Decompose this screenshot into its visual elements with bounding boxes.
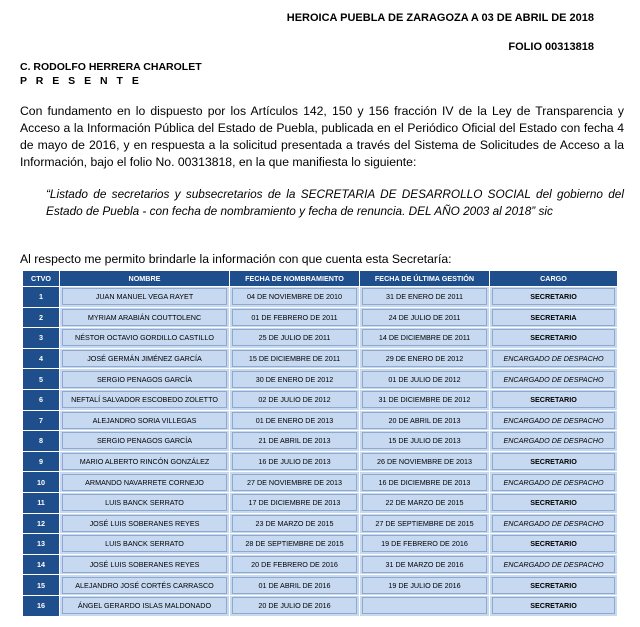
- row-number: 11: [37, 498, 45, 508]
- row-fecha-gestion-cell: [360, 287, 490, 308]
- header-ctvo: CTVO: [23, 271, 60, 287]
- row-fecha-gestion-cell: [360, 348, 490, 369]
- row-number-cell: [23, 513, 60, 534]
- row-nombre-cell: [60, 595, 230, 616]
- row-nombre: JOSÉ LUIS SOBERANES REYES: [62, 556, 227, 573]
- row-nombre: ÁNGEL GERARDO ISLAS MALDONADO: [62, 597, 227, 614]
- row-fecha-gestion-cell: [360, 534, 490, 555]
- row-cargo: ENCARGADO DE DESPACHO: [492, 371, 615, 388]
- row-nombre-cell: [60, 451, 230, 472]
- row-cargo-cell: [490, 369, 618, 390]
- row-fecha-gestion: 15 DE JULIO DE 2013: [362, 432, 487, 449]
- folio-number: FOLIO 00313818: [508, 41, 594, 53]
- row-fecha-nombramiento-cell: [230, 389, 360, 410]
- row-cargo: SECRETARIO: [492, 494, 615, 511]
- table-row: [23, 431, 618, 452]
- row-number: 1: [39, 292, 43, 302]
- row-fecha-gestion: 19 DE FEBRERO DE 2016: [362, 535, 487, 552]
- row-fecha-gestion: 31 DE ENERO DE 2011: [362, 288, 487, 305]
- row-fecha-nombramiento: 27 DE NOVIEMBRE DE 2013: [232, 474, 357, 491]
- row-nombre-cell: [60, 287, 230, 308]
- row-cargo-cell: [490, 328, 618, 349]
- row-fecha-gestion-cell: [360, 431, 490, 452]
- row-cargo: ENCARGADO DE DESPACHO: [492, 556, 615, 573]
- row-nombre-cell: [60, 554, 230, 575]
- row-nombre: MARIO ALBERTO RINCÓN GONZÁLEZ: [62, 453, 227, 470]
- row-cargo: ENCARGADO DE DESPACHO: [492, 432, 615, 449]
- row-fecha-gestion-cell: [360, 328, 490, 349]
- row-fecha-gestion-cell: [360, 369, 490, 390]
- row-number: 15: [37, 580, 45, 590]
- row-fecha-gestion-cell: [360, 554, 490, 575]
- row-cargo: SECRETARIO: [492, 329, 615, 346]
- row-fecha-nombramiento: 25 DE JULIO DE 2011: [232, 329, 357, 346]
- row-cargo-cell: [490, 287, 618, 308]
- row-fecha-gestion: 22 DE MARZO DE 2015: [362, 494, 487, 511]
- row-fecha-nombramiento-cell: [230, 534, 360, 555]
- row-cargo: ENCARGADO DE DESPACHO: [492, 350, 615, 367]
- row-fecha-nombramiento: 23 DE MARZO DE 2015: [232, 515, 357, 532]
- row-fecha-nombramiento-cell: [230, 348, 360, 369]
- row-nombre: JOSÉ LUIS SOBERANES REYES: [62, 515, 227, 532]
- row-fecha-nombramiento-cell: [230, 287, 360, 308]
- row-nombre-cell: [60, 492, 230, 513]
- row-nombre: JUAN MANUEL VEGA RAYET: [62, 288, 227, 305]
- row-cargo: SECRETARIO: [492, 391, 615, 408]
- row-cargo: ENCARGADO DE DESPACHO: [492, 412, 615, 429]
- row-fecha-nombramiento: 01 DE FEBRERO DE 2011: [232, 309, 357, 326]
- row-number-cell: [23, 534, 60, 555]
- row-nombre-cell: [60, 369, 230, 390]
- row-fecha-nombramiento-cell: [230, 575, 360, 596]
- row-cargo-cell: [490, 534, 618, 555]
- row-fecha-gestion: [362, 597, 487, 614]
- row-fecha-gestion-cell: [360, 595, 490, 616]
- row-fecha-gestion: 31 DE DICIEMBRE DE 2012: [362, 391, 487, 408]
- row-fecha-nombramiento: 17 DE DICIEMBRE DE 2013: [232, 494, 357, 511]
- row-number-cell: [23, 369, 60, 390]
- row-cargo: SECRETARIO: [492, 597, 615, 614]
- table-intro: Al respecto me permito brindarle la información con que cuenta esta Secretaría:: [20, 252, 452, 266]
- row-cargo-cell: [490, 410, 618, 431]
- row-nombre: JOSÉ GERMÁN JIMÉNEZ GARCÍA: [62, 350, 227, 367]
- table-row: [23, 451, 618, 472]
- row-nombre: ARMANDO NAVARRETE CORNEJO: [62, 474, 227, 491]
- recipient-name: C. RODOLFO HERRERA CHAROLET: [20, 61, 202, 73]
- row-fecha-nombramiento-cell: [230, 328, 360, 349]
- row-cargo-cell: [490, 575, 618, 596]
- row-nombre: ALEJANDRO SORIA VILLEGAS: [62, 412, 227, 429]
- header-fecha-gestion: FECHA DE ÚLTIMA GESTIÓN: [360, 271, 490, 287]
- header-fecha-nombramiento: FECHA DE NOMBRAMIENTO: [230, 271, 360, 287]
- table-row: [23, 534, 618, 555]
- table-row: [23, 369, 618, 390]
- row-cargo: ENCARGADO DE DESPACHO: [492, 515, 615, 532]
- header-cargo: CARGO: [490, 271, 618, 287]
- salutation: P R E S E N T E: [20, 75, 142, 87]
- row-nombre: NÉSTOR OCTAVIO GORDILLO CASTILLO: [62, 329, 227, 346]
- row-cargo-cell: [490, 307, 618, 328]
- row-fecha-nombramiento: 20 DE JULIO DE 2016: [232, 597, 357, 614]
- row-cargo: SECRETARIO: [492, 288, 615, 305]
- table-row: [23, 492, 618, 513]
- row-cargo: SECRETARIO: [492, 535, 615, 552]
- row-fecha-gestion: 14 DE DICIEMBRE DE 2011: [362, 329, 487, 346]
- document-date: HEROICA PUEBLA DE ZARAGOZA A 03 DE ABRIL DE 2018: [286, 12, 594, 24]
- row-fecha-gestion-cell: [360, 307, 490, 328]
- row-fecha-nombramiento: 15 DE DICIEMBRE DE 2011: [232, 350, 357, 367]
- row-fecha-nombramiento: 21 DE ABRIL DE 2013: [232, 432, 357, 449]
- table-row: [23, 595, 618, 616]
- row-cargo: SECRETARIO: [492, 577, 615, 594]
- legal-paragraph: Con fundamento en lo dispuesto por los Artículos 142, 150 y 156 fracción IV de la Ley de Transparencia y Acceso a la Información Pública del Estado de Puebla, publicada en el Periódico Oficial del Estado con fecha 4 de mayo de 2016, y en respuesta a la solicitud presentada a través del Sistema de Solicitudes de Acceso a la Información, bajo el folio No. 00313818, en la que manifiesta lo siguiente:: [20, 104, 624, 169]
- row-cargo-cell: [490, 513, 618, 534]
- request-quote: “Listado de secretarios y subsecretarios de la SECRETARIA DE DESARROLLO SOCIAL del gobierno del Estado de Puebla - con fecha de nombramiento y fecha de renuncia. DEL AÑO 2003 al 2018” sic: [46, 187, 624, 218]
- row-fecha-nombramiento: 20 DE FEBRERO DE 2016: [232, 556, 357, 573]
- row-cargo-cell: [490, 389, 618, 410]
- row-number-cell: [23, 410, 60, 431]
- row-fecha-nombramiento-cell: [230, 307, 360, 328]
- row-fecha-gestion: 01 DE JULIO DE 2012: [362, 371, 487, 388]
- row-nombre: LUIS BANCK SERRATO: [62, 494, 227, 511]
- row-nombre-cell: [60, 328, 230, 349]
- row-fecha-gestion-cell: [360, 575, 490, 596]
- table-row: [23, 389, 618, 410]
- row-nombre: ALEJANDRO JOSÉ CORTÉS CARRASCO: [62, 577, 227, 594]
- row-fecha-gestion: 29 DE ENERO DE 2012: [362, 350, 487, 367]
- row-number: 12: [37, 518, 45, 528]
- table-row: [23, 328, 618, 349]
- row-cargo-cell: [490, 348, 618, 369]
- row-fecha-nombramiento: 04 DE NOVIEMBRE DE 2010: [232, 288, 357, 305]
- row-fecha-nombramiento-cell: [230, 431, 360, 452]
- row-nombre-cell: [60, 410, 230, 431]
- row-number-cell: [23, 287, 60, 308]
- row-fecha-gestion: 20 DE ABRIL DE 2013: [362, 412, 487, 429]
- row-number-cell: [23, 554, 60, 575]
- table-row: [23, 410, 618, 431]
- row-number-cell: [23, 595, 60, 616]
- row-number-cell: [23, 431, 60, 452]
- row-fecha-nombramiento: 30 DE ENERO DE 2012: [232, 371, 357, 388]
- row-fecha-nombramiento-cell: [230, 513, 360, 534]
- row-fecha-nombramiento: 16 DE JULIO DE 2013: [232, 453, 357, 470]
- row-number-cell: [23, 389, 60, 410]
- row-number-cell: [23, 472, 60, 493]
- row-number-cell: [23, 575, 60, 596]
- row-number: 3: [39, 333, 43, 343]
- row-number-cell: [23, 348, 60, 369]
- row-fecha-nombramiento: 01 DE ENERO DE 2013: [232, 412, 357, 429]
- row-number: 9: [39, 457, 43, 467]
- row-number: 6: [39, 395, 43, 405]
- officials-table: [22, 270, 618, 617]
- row-fecha-nombramiento-cell: [230, 451, 360, 472]
- row-number: 5: [39, 374, 43, 384]
- row-fecha-gestion-cell: [360, 492, 490, 513]
- row-nombre-cell: [60, 431, 230, 452]
- row-nombre-cell: [60, 472, 230, 493]
- table-row: [23, 287, 618, 308]
- row-cargo-cell: [490, 595, 618, 616]
- table-row: [23, 472, 618, 493]
- row-cargo-cell: [490, 492, 618, 513]
- header-nombre: NOMBRE: [60, 271, 230, 287]
- row-fecha-nombramiento-cell: [230, 554, 360, 575]
- row-number: 8: [39, 436, 43, 446]
- row-number-cell: [23, 328, 60, 349]
- table-header-row: [23, 271, 618, 287]
- row-nombre-cell: [60, 348, 230, 369]
- row-nombre: SERGIO PENAGOS GARCÍA: [62, 371, 227, 388]
- row-fecha-gestion-cell: [360, 451, 490, 472]
- row-fecha-nombramiento-cell: [230, 369, 360, 390]
- table-row: [23, 513, 618, 534]
- row-fecha-nombramiento-cell: [230, 595, 360, 616]
- row-fecha-gestion: 24 DE JULIO DE 2011: [362, 309, 487, 326]
- row-nombre-cell: [60, 307, 230, 328]
- row-number: 14: [37, 560, 45, 570]
- row-number: 16: [37, 601, 45, 611]
- row-number: 7: [39, 415, 43, 425]
- row-nombre: SERGIO PENAGOS GARCÍA: [62, 432, 227, 449]
- row-nombre-cell: [60, 389, 230, 410]
- row-fecha-nombramiento: 02 DE JULIO DE 2012: [232, 391, 357, 408]
- row-fecha-gestion: 27 DE SEPTIEMBRE DE 2015: [362, 515, 487, 532]
- row-fecha-gestion: 19 DE JULIO DE 2016: [362, 577, 487, 594]
- row-fecha-nombramiento-cell: [230, 472, 360, 493]
- table-row: [23, 575, 618, 596]
- row-cargo-cell: [490, 431, 618, 452]
- row-nombre-cell: [60, 513, 230, 534]
- row-fecha-gestion-cell: [360, 513, 490, 534]
- row-number-cell: [23, 307, 60, 328]
- row-fecha-gestion-cell: [360, 389, 490, 410]
- recipient-block: [20, 60, 202, 88]
- row-fecha-gestion: 16 DE DICIEMBRE DE 2013: [362, 474, 487, 491]
- row-nombre: NEFTALÍ SALVADOR ESCOBEDO ZOLETTO: [62, 391, 227, 408]
- row-number: 2: [39, 312, 43, 322]
- table-row: [23, 348, 618, 369]
- row-cargo-cell: [490, 451, 618, 472]
- row-fecha-nombramiento: 28 DE SEPTIEMBRE DE 2015: [232, 535, 357, 552]
- row-fecha-nombramiento-cell: [230, 410, 360, 431]
- row-cargo: ENCARGADO DE DESPACHO: [492, 474, 615, 491]
- row-cargo-cell: [490, 554, 618, 575]
- row-fecha-gestion-cell: [360, 472, 490, 493]
- row-cargo: SECRETARIA: [492, 309, 615, 326]
- row-number-cell: [23, 451, 60, 472]
- row-cargo: SECRETARIO: [492, 453, 615, 470]
- row-nombre-cell: [60, 575, 230, 596]
- row-fecha-gestion-cell: [360, 410, 490, 431]
- table-row: [23, 554, 618, 575]
- row-number: 10: [37, 477, 45, 487]
- row-nombre: MYRIAM ARABIÁN COUTTOLENC: [62, 309, 227, 326]
- row-number: 13: [37, 539, 45, 549]
- row-fecha-nombramiento: 01 DE ABRIL DE 2016: [232, 577, 357, 594]
- row-fecha-gestion: 26 DE NOVIEMBRE DE 2013: [362, 453, 487, 470]
- row-fecha-gestion: 31 DE MARZO DE 2016: [362, 556, 487, 573]
- row-cargo-cell: [490, 472, 618, 493]
- row-nombre-cell: [60, 534, 230, 555]
- row-number: 4: [39, 354, 43, 364]
- row-number-cell: [23, 492, 60, 513]
- table-row: [23, 307, 618, 328]
- row-fecha-nombramiento-cell: [230, 492, 360, 513]
- row-nombre: LUIS BANCK SERRATO: [62, 535, 227, 552]
